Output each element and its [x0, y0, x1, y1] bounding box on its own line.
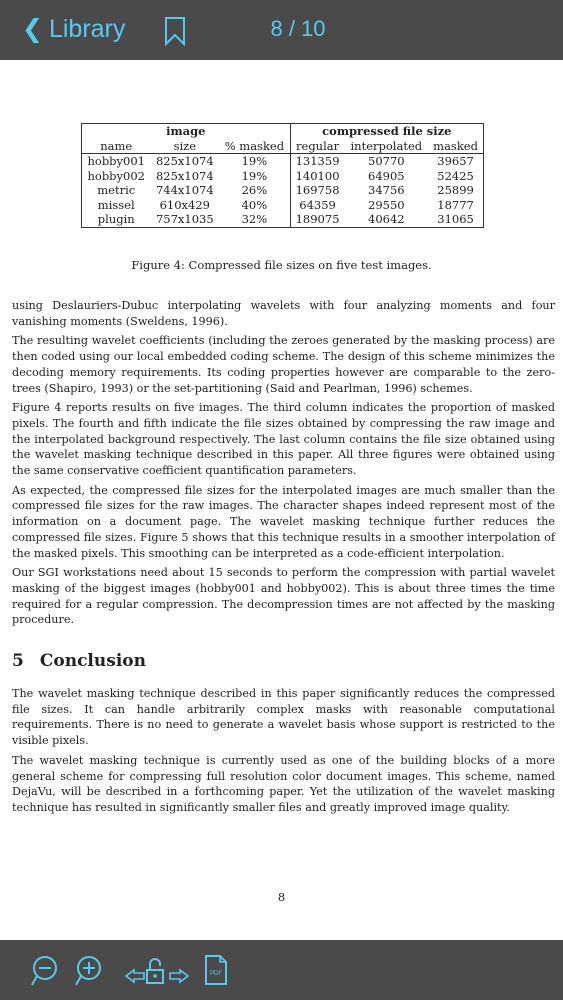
table-header: size	[173, 138, 197, 153]
conclusion-text	[12, 686, 555, 820]
page-footer-number: 8	[277, 890, 286, 904]
page-indicator: 8 / 10	[270, 16, 326, 41]
table-cell: 32%	[219, 212, 290, 227]
orientation-lock-icon[interactable]	[124, 954, 190, 992]
table-cell: 64905	[368, 168, 405, 183]
table-cell: metric	[82, 183, 151, 198]
table-row	[82, 169, 484, 184]
table-header: interpolated	[350, 138, 423, 153]
table-group-header: compressed file size	[290, 124, 483, 139]
body-text	[12, 298, 555, 632]
table-cell: 39657	[428, 154, 483, 169]
table-cell: hobby001	[82, 154, 151, 169]
table-group-header: image	[82, 124, 291, 139]
table-cell: 64359	[299, 197, 336, 212]
paragraph: using Deslauriers-Dubuc interpolating wavelets with four analyzing moments and four vanishing moments (Sweldens, 1996).	[12, 299, 555, 328]
table-cell: 50770	[368, 154, 405, 168]
section-heading	[12, 651, 146, 671]
chevron-left-icon: ❮	[22, 15, 43, 43]
table-row	[82, 183, 484, 198]
table-cell: 26%	[219, 183, 290, 198]
paragraph: Our SGI workstations need about 15 seconds to perform the compression with partial wavelet masking of the biggest images (hobby001 and hobby002). This is about three times the time required for a regular compression. The decompression times are not affected by the masking procedure.	[12, 566, 555, 627]
table-cell: plugin	[82, 212, 151, 227]
section-number: 5	[12, 651, 24, 671]
table-row	[82, 198, 484, 213]
table-cell: 140100	[295, 168, 340, 183]
table-header: masked	[428, 139, 483, 154]
table-cell: 825x1074	[155, 168, 214, 183]
bottom-toolbar	[0, 940, 563, 1000]
table-cell: 18777	[428, 198, 483, 213]
pdf-icon-text: PDF	[210, 971, 222, 977]
table-row	[82, 212, 484, 227]
figure-caption: Figure 4: Compressed file sizes on five test images.	[131, 258, 432, 272]
table-cell: 169758	[295, 183, 340, 197]
table-cell: 825x1074	[155, 154, 214, 168]
table-cell: 29550	[368, 197, 405, 212]
section-title: Conclusion	[39, 651, 146, 671]
table-row	[82, 154, 484, 169]
zoom-out-icon[interactable]	[30, 954, 62, 992]
top-toolbar	[0, 0, 563, 60]
paragraph: Figure 4 reports results on five images. The third column indicates the proportion of masked pixels. The fourth and fifth indicate the file sizes obtained by compressing the raw image and the interpolated background respectively. The last column contains the file size obtained using the wavelet masking technique described in this paper. All three figures were obtained using the same conservative coefficient quantification parameters.	[12, 401, 555, 478]
table-cell: 40642	[368, 212, 405, 226]
table-cell: 19%	[219, 169, 290, 184]
table-cell: missel	[82, 198, 151, 213]
document-page	[0, 60, 563, 940]
back-label: Library	[48, 15, 126, 43]
paragraph: The wavelet masking technique described in this paper significantly reduces the compressed file sizes. It can handle arbitrarily complex masks with reasonable computational requirements. There is no need to generate a wavelet basis whose support is restricted to the visible pixels.	[12, 687, 555, 748]
table-cell: 757x1035	[155, 212, 214, 226]
table-cell: 34756	[368, 183, 405, 197]
table-cell: 40%	[219, 198, 290, 213]
table-header: name	[82, 139, 151, 154]
paragraph: As expected, the compressed file sizes for the interpolated images are much smaller than the compressed file sizes for the raw images. The character shapes indeed represent most of the information on a document page. The wavelet masking technique further reduces the compressed file sizes. Figure 5 shows that this technique results in a smoother interpolation of the masked pixels. This smoothing can be interpreted as a code-efficient interpolation.	[12, 483, 555, 560]
table-cell: 744x1074	[155, 183, 214, 197]
zoom-in-icon[interactable]	[74, 954, 106, 992]
paragraph: The resulting wavelet coefficients (including the zeroes generated by the masking process) are then coded using our local embedded coding scheme. The design of this scheme minimizes the decoding memory requirements. Its coding properties however are comparable to the zero-trees (Shapiro, 1993) or the set-partitioning (Said and Pearlman, 1996) schemes.	[12, 334, 555, 395]
table-header: regular	[296, 138, 340, 153]
table-cell: 610x429	[159, 197, 210, 212]
table-header: % masked	[219, 139, 290, 154]
table-cell: 19%	[219, 154, 290, 169]
table-cell: 189075	[295, 212, 340, 226]
back-to-library-button[interactable]	[22, 14, 125, 44]
table-cell: 131359	[295, 154, 340, 168]
table-cell: 25899	[428, 183, 483, 198]
table-cell: 52425	[428, 169, 483, 184]
pdf-document-icon[interactable]	[204, 954, 228, 990]
results-table	[81, 123, 484, 228]
bookmark-icon[interactable]	[164, 16, 186, 46]
paragraph: The wavelet masking technique is currently used as one of the building blocks of a more general scheme for compressing full resolution color document images. This scheme, named DejaVu, will be described in a forthcoming paper. Yet the utilization of the wavelet masking technique has resulted in significantly smaller files and greatly improved image quality.	[12, 753, 555, 814]
table-cell: hobby002	[82, 169, 151, 184]
table-cell: 31065	[428, 212, 483, 227]
